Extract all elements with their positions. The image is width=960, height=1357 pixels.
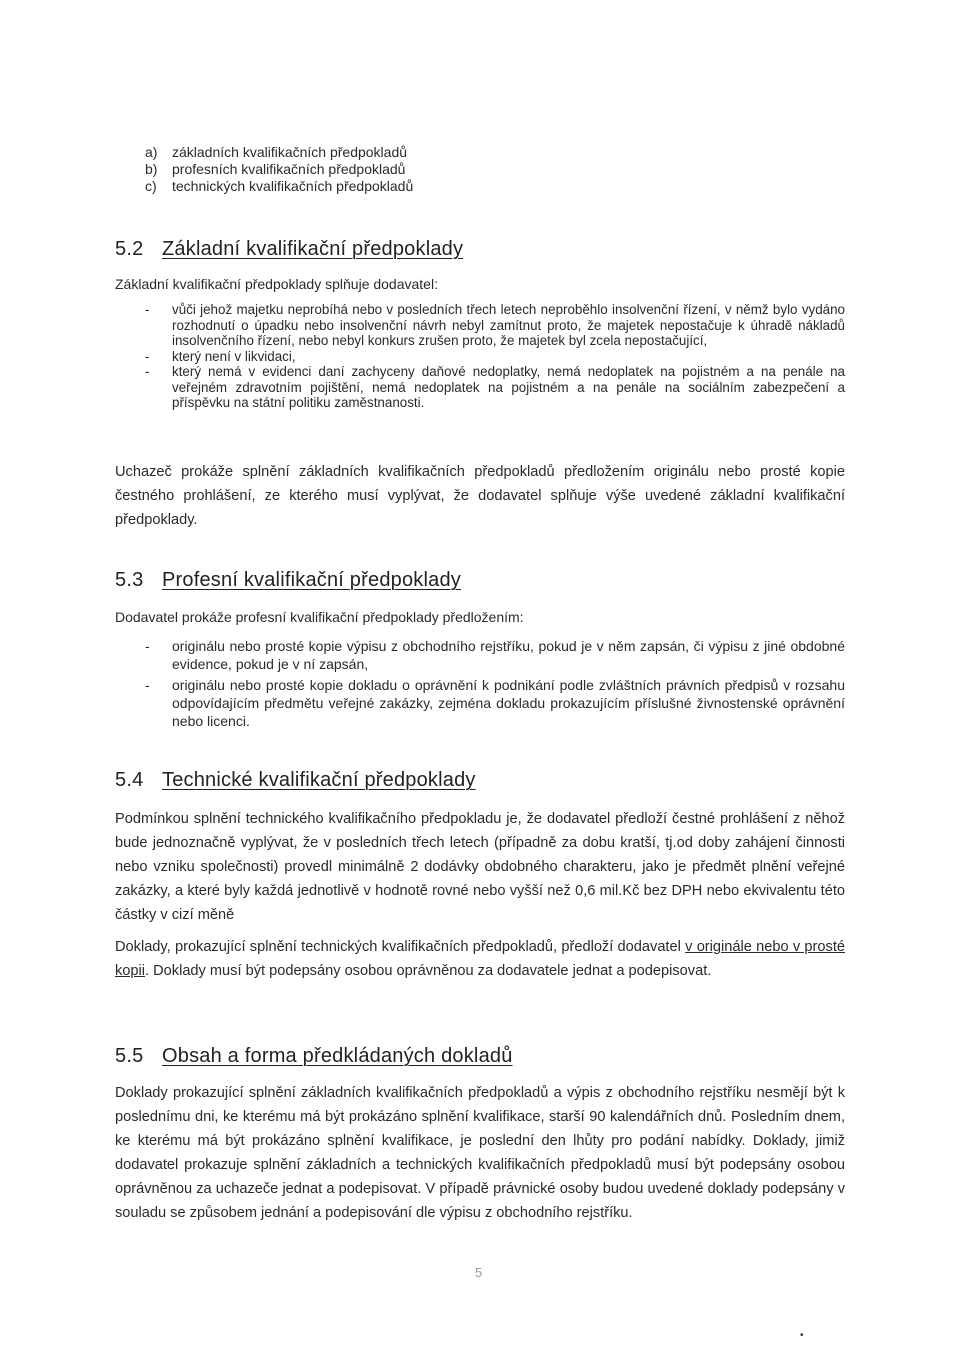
list-label: b)	[145, 161, 158, 177]
section-number: 5.2	[115, 238, 144, 260]
section-number: 5.3	[115, 569, 144, 591]
page-number: 5	[475, 1265, 483, 1280]
stray-mark: •	[800, 1330, 804, 1341]
professional-requirements-list	[145, 637, 845, 730]
underlined-text: v originále nebo v prosté kopii	[115, 939, 845, 979]
list-label: a)	[145, 144, 158, 160]
paragraph-text: Doklady, prokazující splnění technických kvalifikačních předpokladů, předloží dodavatel	[115, 939, 686, 955]
paragraph: Doklady prokazující splnění základních kvalifikačních předpokladů a výpis z obchodního rejstříku nesmějí být k poslednímu dni, ke kterému má být prokázáno splnění kvalifikace, starší 90 kalendářních dnů. Posledním dnem, ke kterému má být prokázáno splnění kvalifikace, je poslední den lhůty pro podání nabídky. Doklady, jimiž dodavatel prokazuje splnění základních a technických kvalifikačních předpokladů musí být podepsány osobou oprávněnou za uchazeče jednat a podepisovat. V případě právnické osoby budou uvedené doklady podepsány v souladu se způsobem jednání a podepisování dle výpisu z obchodního rejstříku.	[115, 1085, 845, 1221]
section-heading-5-2	[115, 238, 463, 261]
section-title: Základní kvalifikační předpoklady	[162, 238, 464, 260]
list-item: - vůči jehož majetku neprobíhá nebo v posledních třech letech neproběhlo insolvenční řízení, v němž bylo vydáno rozhodnutí o úpadku nebo insolvenční návrh nebyl zamítnut proto, že majetek nepostačuje k úhradě nákladů insolvenčního řízení, nebo nebyl konkurs zrušen proto, že majetek byl zcela nepostačující,	[145, 302, 845, 349]
list-text: technických kvalifikačních předpokladů	[172, 178, 414, 194]
section-intro: Základní kvalifikační předpoklady splňuje dodavatel:	[115, 276, 438, 292]
list-item: - originálu nebo prosté kopie dokladu o oprávnění k podnikání podle zvláštních právních předpisů v rozsahu odpovídajícím předmětu veřejné zakázky, zejména dokladu prokazujícím příslušné živnostenské oprávnění nebo licenci.	[145, 676, 845, 730]
list-item: - originálu nebo prosté kopie výpisu z obchodního rejstříku, pokud je v něm zapsán, či výpisu z jiné obdobné evidence, pokud je v ní zapsán,	[145, 637, 845, 673]
section-heading-5-3	[115, 569, 461, 592]
basic-requirements-list	[145, 302, 845, 411]
list-text: profesních kvalifikačních předpokladů	[172, 161, 406, 177]
section-number: 5.4	[115, 769, 144, 791]
list-item	[145, 178, 413, 195]
paragraph: Uchazeč prokáže splnění základních kvalifikačních předpokladů předložením originálu nebo prosté kopie čestného prohlášení, ze kterého musí vyplývat, že dodavatel splňuje výše uvedené základní kvalifikační předpoklady.	[115, 464, 845, 528]
list-item	[145, 161, 413, 178]
qualification-list	[145, 144, 413, 195]
section-heading-5-5	[115, 1045, 513, 1068]
paragraph	[115, 935, 845, 983]
section-heading-5-4	[115, 769, 476, 792]
list-label: c)	[145, 178, 157, 194]
paragraph-text: . Doklady musí být podepsány osobou oprávněnou za dodavatele jednat a podepisovat.	[145, 963, 712, 979]
section-number: 5.5	[115, 1045, 144, 1067]
list-item	[145, 144, 413, 161]
list-item: - který nemá v evidenci daní zachyceny daňové nedoplatky, nemá nedoplatek na pojistném a na penále na veřejném zdravotním pojištění, nemá nedoplatek na pojistném a na penále na sociálním zabezpečení a příspěvku na státní politiku zaměstnanosti.	[145, 364, 845, 411]
section-intro: Dodavatel prokáže profesní kvalifikační předpoklady předložením:	[115, 609, 524, 625]
list-item: - který není v likvidaci,	[145, 349, 845, 365]
section-title: Obsah a forma předkládaných dokladů	[162, 1045, 513, 1067]
list-text: základních kvalifikačních předpokladů	[172, 144, 408, 160]
section-title: Profesní kvalifikační předpoklady	[162, 569, 461, 591]
paragraph: Podmínkou splnění technického kvalifikačního předpokladu je, že dodavatel předloží čestné prohlášení z něhož bude jednoznačně vyplývat, že v posledních třech letech (případně za dobu kratší, tj.od doby zahájení činnosti nebo vzniku společnosti) provedl minimálně 2 dodávky obdobného charakteru, jako je předmět plnění veřejné zakázky, a které byly každá jednotlivě v hodnotě rovné nebo vyšší než 0,6 mil.Kč bez DPH nebo ekvivalentu této částky v cizí měně	[115, 811, 845, 923]
section-title: Technické kvalifikační předpoklady	[162, 769, 476, 791]
